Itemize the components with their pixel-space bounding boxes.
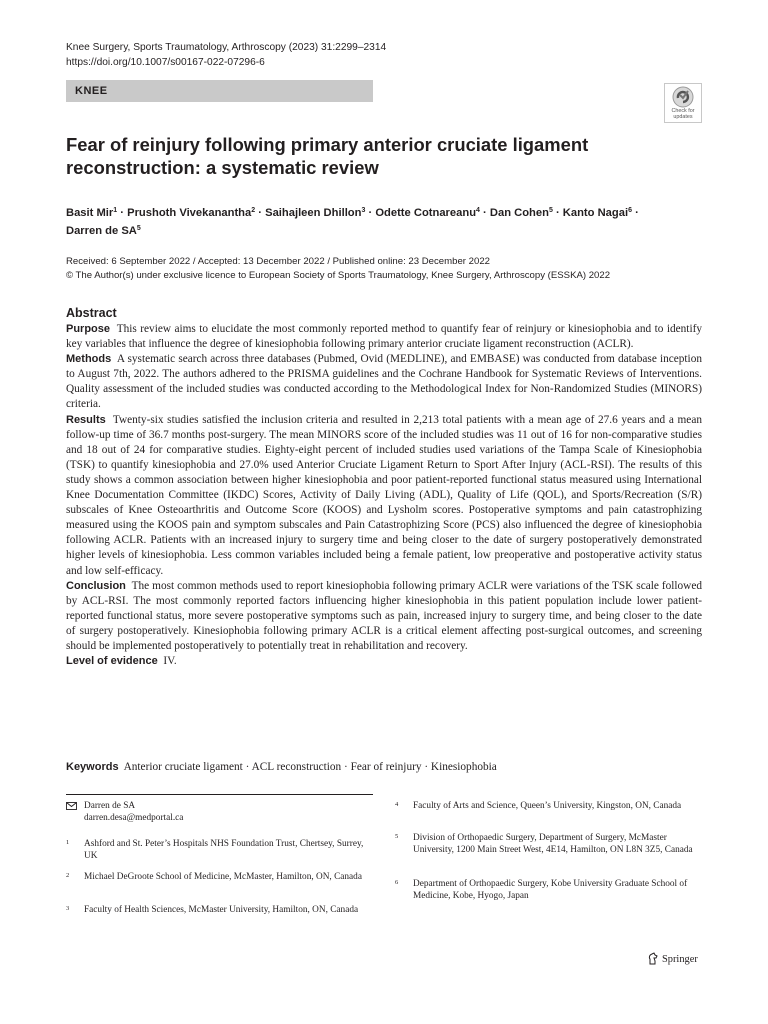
conclusion-text: The most common methods used to report kinesiophobia following primary ACLR were variations of the TSK scale followed by ACL-RSI. The most commonly reported factors influencing higher kinesiophobia in this patient population include lower patient-reported functional status, more severe postoperative symptoms such as pain, increased injury to surgery time, and being closer to the date of surgery postoperatively. Kinesiophobia following primary ACLR is a critical element affecting post-surgical outcomes, and screening should be implemented postoperatively to potentially treat in rehabilitation and recovery. (66, 579, 702, 652)
level-text: IV. (163, 655, 177, 668)
check-for-updates-badge[interactable] (664, 83, 702, 123)
author-name[interactable]: Dan Cohen (489, 207, 549, 219)
affiliation-text: Faculty of Arts and Science, Queen’s University, Kingston, ON, Canada (413, 801, 682, 811)
author-affiliation-mark: 3 (361, 207, 366, 214)
abstract-methods (66, 352, 702, 412)
conclusion-label: Conclusion (66, 579, 126, 592)
author-list: Basit Mir$^1$ · Prushoth Vivekanantha$^2$ · Saihajleen Dhillon$^3$ · Odette Cotnareanu$^4$ · Dan Cohen$^5$ · Kanto Nagai$^6$ · Darren de $SA^5$ (66, 207, 639, 237)
copyright-notice: © The Author(s) under exclusive licence to European Society of Sports Traumatology, Knee Surgery, Arthroscopy (ESSKA) 2022 (66, 270, 611, 281)
envelope-icon (66, 802, 77, 810)
affiliation-text: Division of Orthopaedic Surgery, Department of Surgery, McMaster University, 1200 Main Street West, 4E14, Hamilton, ON L8N 3Z5, Canada (413, 833, 693, 855)
abstract-conclusion (66, 579, 702, 654)
purpose-label: Purpose (66, 323, 111, 335)
affiliation-text: Ashford and St. Peter’s Hospitals NHS Foundation Trust, Chertsey, Surrey, UK (84, 839, 364, 861)
doi-link[interactable]: https://doi.org/10.1007/s00167-022-07296-6 (66, 57, 265, 68)
keywords-text: Anterior cruciate ligament · ACL reconstruction · Fear of reinjury · Kinesiophobia (123, 761, 497, 773)
check-updates-label: Check for updates (671, 108, 695, 120)
keywords (66, 760, 706, 775)
methods-label: Methods (66, 353, 112, 366)
author-name[interactable]: Saihajleen Dhillon (265, 207, 362, 219)
affiliation-number: 5 (395, 833, 399, 840)
author-name[interactable]: Darren de SA (66, 225, 137, 237)
affiliation-text: Michael DeGroote School of Medicine, McMaster, Hamilton, ON, Canada (84, 872, 362, 882)
author-affiliation-mark: 4 (476, 207, 480, 214)
section-label: KNEE (66, 80, 373, 102)
results-text: Twenty-six studies satisfied the inclusion criteria and resulted in 2,213 total patients with a mean age of 27.6 years and a mean follow-up time of 36.7 months post-surgery. The mean MINORS score of the included studies was 11 out of 16 for non-comparative studies and 18 out of 24 for comparative studies. Eighty-eight percent of included studies used variations of the Tampa Scale of Kinesiophobia (TSK) to quantify kinesiophobia and 27.0% used Anterior Cruciate Ligament Return to Sport After Injury (ACL-RSI). The results of this study shows a common association between higher kinesiophobia and poor patient-reported functional status measured using International Knee Documentation Committee (IKDC) Scores, Activity of Daily Living (ADL), Quality of Life (QOL), and Sports/Recreation (S/R) subscales of Knee Osteoarthritis and Outcome Score (KOOS) and Lysholm scores. Postoperative symptoms and pain catastrophizing measured using the KOOS pain and symptom subscales and Pain Catastrophizing Score (PCS) also influenced the degree of kinesiophobia following ACLR. Patients with an increased injury to surgery time and being closer to the date of surgery postoperatively demonstrated higher levels of kinesiophobia. Less common variables included being a female patient, low preoperative and postoperative activity status and low self-efficacy. (66, 413, 702, 577)
abstract-level-of-evidence (66, 654, 702, 669)
author-name[interactable]: Kanto Nagai (562, 207, 629, 219)
affiliation-number: 1 (66, 839, 70, 846)
author-affiliation-mark: 5 (548, 207, 553, 214)
abstract-body (66, 322, 702, 669)
corresponding-author-name: Darren de SA (84, 801, 136, 811)
abstract-heading: Abstract (66, 306, 117, 320)
article-title: Fear of reinjury following primary anterior cruciate ligament reconstruction: a systematic review (66, 134, 589, 178)
results-label: Results (66, 413, 106, 426)
author-name[interactable]: Odette Cotnareanu (375, 207, 477, 219)
abstract-purpose (66, 322, 702, 352)
author-affiliation-mark: 5 (136, 225, 141, 232)
check-updates-icon (672, 86, 694, 108)
affiliation-number: 2 (66, 872, 70, 879)
author-affiliation-mark: 6 (628, 207, 632, 214)
affiliation-number: 3 (66, 905, 70, 912)
article-history (66, 255, 706, 283)
methods-text: A systematic search across three databases (Pubmed, Ovid (MEDLINE), and EMBASE) was conducted from database inception to August 7th, 2022. The authors adhered to the PRISMA guidelines and the Cochrane Handbook for Systematic Reviews of Interventions. Quality assessment of the included studies was conducted according to the Methodological Index for Non-Randomized Studies (MINORS) criteria. (66, 353, 702, 411)
author-name[interactable]: Prushoth Vivekanantha (127, 207, 252, 219)
author-affiliation-mark: 2 (251, 207, 256, 214)
affiliation-text: Department of Orthopaedic Surgery, Kobe University Graduate School of Medicine, Kobe, Hyogo, Japan (413, 879, 688, 901)
corresponding-author-email[interactable]: darren.desa@medportal.ca (84, 813, 184, 823)
affiliation-text: Faculty of Health Sciences, McMaster University, Hamilton, ON, Canada (84, 905, 359, 915)
affiliation-number: 4 (395, 801, 399, 808)
springer-horse-icon (647, 952, 659, 965)
journal-header (66, 40, 386, 70)
purpose-text: This review aims to elucidate the most commonly reported method to quantify fear of reinjury or kinesiophobia and to identify key variables that influence the degree of kinesiophobia following primary anterior cruciate ligament reconstruction (ACLR). (66, 323, 702, 351)
abstract-results (66, 413, 702, 579)
author-name[interactable]: Basit Mir (66, 207, 114, 219)
author-affiliation-mark: 1 (113, 207, 118, 214)
journal-citation: Knee Surgery, Sports Traumatology, Arthroscopy (2023) 31:2299–2314 (66, 42, 387, 53)
footnote-divider (66, 794, 373, 795)
level-label: Level of evidence (66, 655, 158, 668)
publisher-logo (647, 952, 698, 967)
affiliation-number: 6 (395, 879, 399, 886)
publisher-name: Springer (662, 954, 698, 965)
keywords-label: Keywords (66, 761, 119, 773)
publication-dates: Received: 6 September 2022 / Accepted: 13 December 2022 / Published online: 23 December 2022 (66, 256, 490, 267)
